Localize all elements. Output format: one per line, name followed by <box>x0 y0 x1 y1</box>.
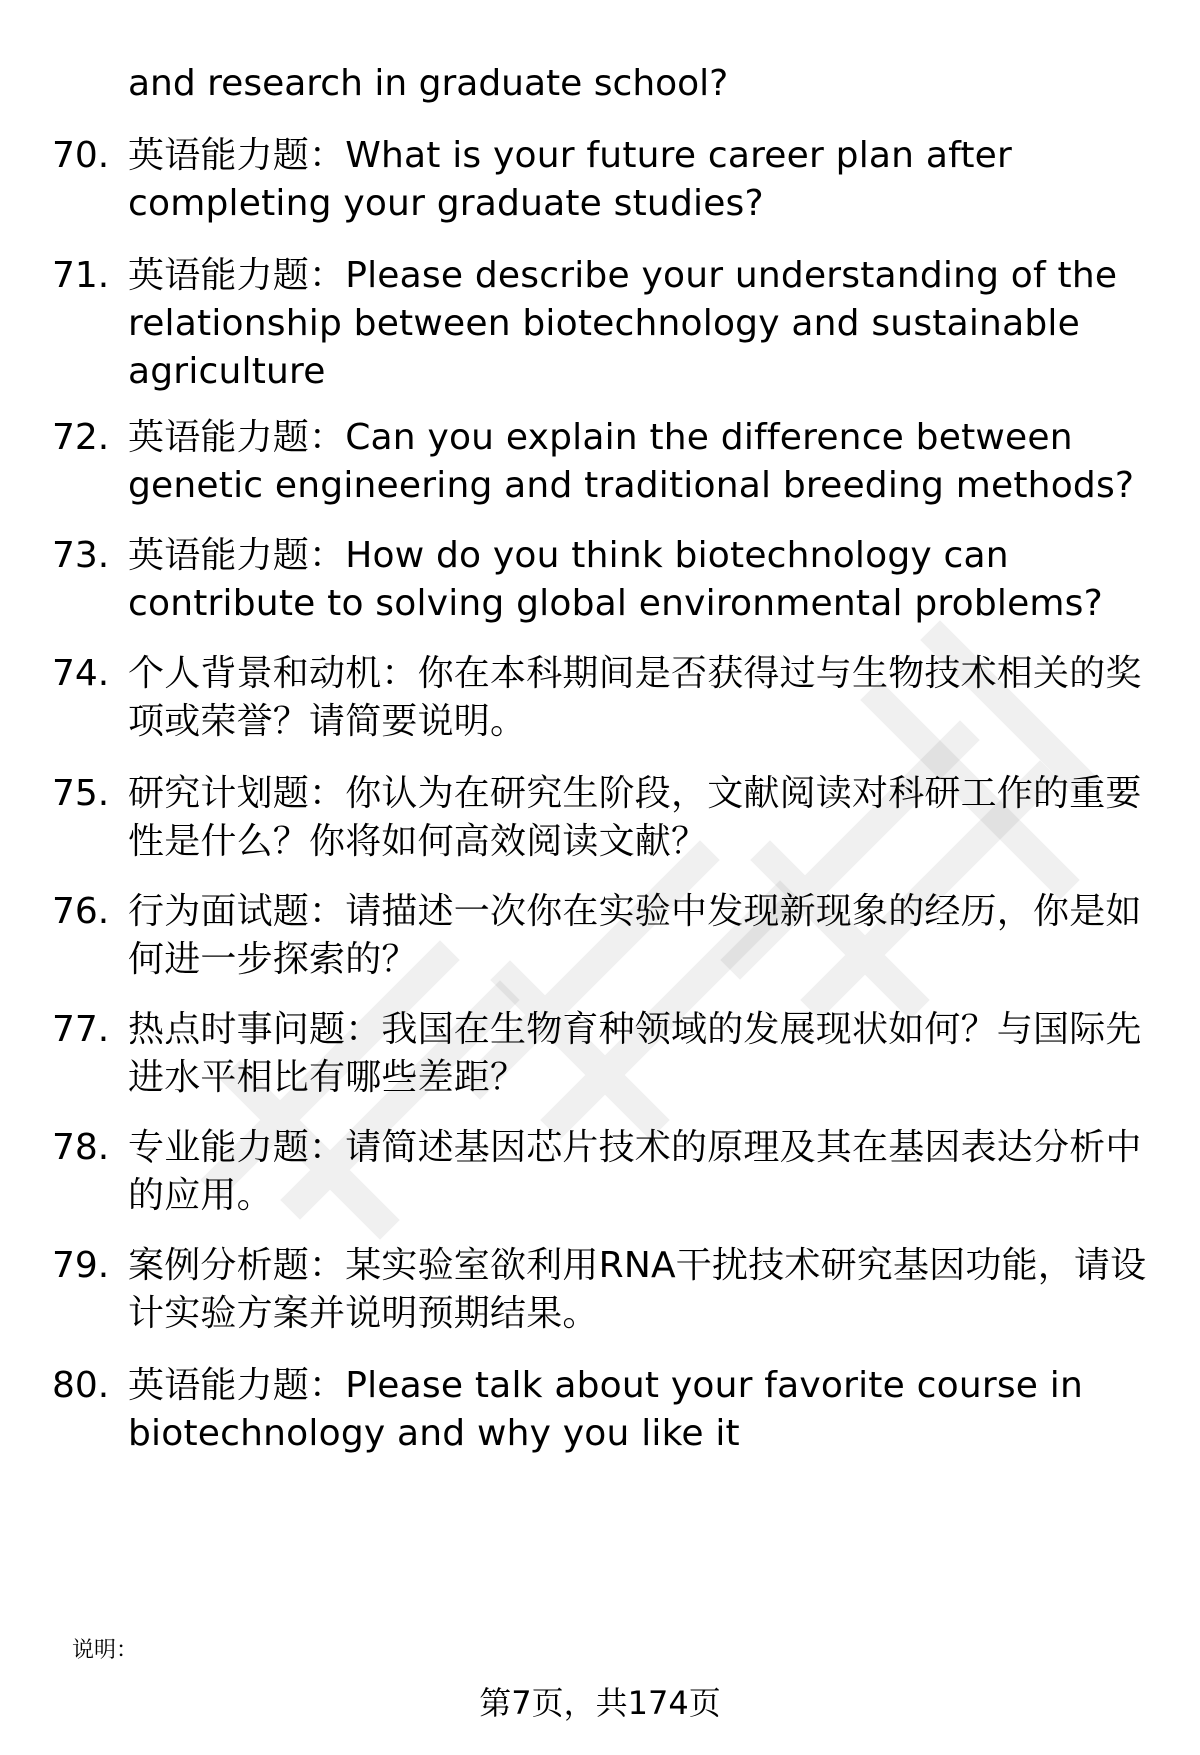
question-text: 个人背景和动机：你在本科期间是否获得过与生物技术相关的奖项或荣誉？请简要说明。 <box>128 653 1142 742</box>
question-text: 英语能力题：How do you think biotechnology can contribute to solving global environmental problems? <box>128 535 1103 624</box>
question-number: 70. <box>52 135 110 176</box>
question-number: 75. <box>52 773 110 814</box>
question-text: 案例分析题：某实验室欲利用RNA干扰技术研究基因功能，请设计实验方案并说明预期结果。 <box>128 1245 1147 1334</box>
question-number: 78. <box>52 1127 110 1168</box>
note-label: 说明： <box>72 1638 139 1663</box>
question-text: 专业能力题：请简述基因芯片技术的原理及其在基因表达分析中的应用。 <box>128 1127 1142 1216</box>
question-number: 73. <box>52 535 110 576</box>
question-number: 74. <box>52 653 110 694</box>
question-text: 行为面试题：请描述一次你在实验中发现新现象的经历，你是如何进一步探索的？ <box>128 891 1142 980</box>
question-number: 80. <box>52 1365 110 1406</box>
question-text: 英语能力题：Can you explain the difference between genetic engineering and traditional breeding methods? <box>128 417 1135 506</box>
question-number: 77. <box>52 1009 110 1050</box>
question-text: 英语能力题：Please talk about your favorite course in biotechnology and why you like it <box>128 1365 1084 1454</box>
continuation-line: and research in graduate school? <box>128 63 729 104</box>
question-number: 76. <box>52 891 110 932</box>
question-number: 79. <box>52 1245 110 1286</box>
page-footer: 第7页，共174页 <box>479 1684 721 1722</box>
question-text: 研究计划题：你认为在研究生阶段，文献阅读对科研工作的重要性是什么？你将如何高效阅读文献？ <box>128 773 1142 862</box>
question-number: 72. <box>52 417 110 458</box>
question-number: 71. <box>52 255 110 296</box>
question-text: 英语能力题：Please describe your understanding of the relationship between biotechnology and sustainable agriculture <box>128 255 1118 392</box>
question-text: 英语能力题：What is your future career plan after completing your graduate studies? <box>128 135 1012 224</box>
question-text: 热点时事问题：我国在生物育种领域的发展现状如何？与国际先进水平相比有哪些差距？ <box>128 1009 1142 1098</box>
